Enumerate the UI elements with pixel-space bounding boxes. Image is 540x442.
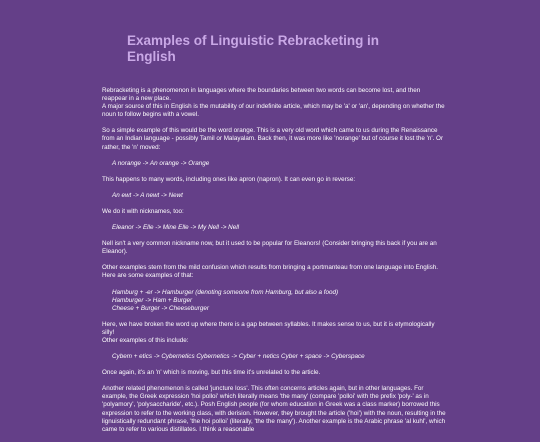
nell-paragraph: Nell isn't a very common nickname now, but it used to be popular for Eleanors! (Consider bringing this back if you are an Eleanor). <box>102 240 437 256</box>
burger-example-line: Hamburger -> Ham + Burger <box>112 296 193 304</box>
orange-paragraph: So a simple example of this would be the word orange. This is a very old word which came to us during the Renaissance from an Indian language - possibly Tamil or Malayalam. Back then, it was more like 'norange' but of course it lost the 'n'. Or rather, the 'n' moved: <box>102 127 444 151</box>
orange-example: A norange -> An orange -> Orange <box>112 159 210 167</box>
syllables-paragraph-2: Other examples of this include: <box>102 336 189 344</box>
burger-examples <box>102 289 446 313</box>
page-title: Examples of Linguistic Rebracketing in English <box>127 33 380 64</box>
intro-paragraph-2: A major source of this in English is the mutability of our indefinite article, which may be 'a' or 'an', depending on whether the noun to follow begins with a vowel. <box>102 103 445 119</box>
newt-example: An ewt -> A newt -> Newt <box>112 191 183 199</box>
napron-paragraph: This happens to many words, including ones like apron (napron). It can even go in reverse: <box>102 175 356 183</box>
nicknames-paragraph: We do it with nicknames, too: <box>102 207 184 215</box>
nell-example: Eleanor -> Elle -> Mine Elle -> My Nell -> Nell <box>112 224 240 232</box>
intro-paragraph-1: Rebracketing is a phenomenon in languages where the boundaries between two words can become lost, and then reappear in a new place. <box>102 87 421 103</box>
juncture-paragraph: Another related phenomenon is called 'juncture loss'. This often concerns articles again, but in other languages. For example, the Greek expression 'hoi polloi' which literally means 'the many' (compare 'polloi' with the prefix 'poly-' as in 'polyamory', 'polysaccharide', etc.). Posh English people (for whom education in Greek was a class marker) borrowed this expression to refer to the working class, with derision. However, they brought the article ('hoi') with the noun, resulting in the lignuistically redundant phrase, 'the hoi polloi' (literally, 'the the many'). Another example is the Arabic phrase 'al kuhl', which came to refer to various distillates. I think a reasonable <box>102 385 446 433</box>
n-moving-paragraph: Once again, it's an 'n' which is moving, but this time it's unrelated to the article. <box>102 369 321 377</box>
article-body <box>102 87 446 442</box>
syllables-paragraph-1: Here, we have broken the word up where there is a gap between syllables. It makes sense to us, but it is etymologically silly! <box>102 320 435 336</box>
cyber-example: Cybem + etics -> Cybernetics Cybernetics -> Cyber + netics Cyber + space -> Cyberspace <box>112 353 365 361</box>
burger-example-line: Cheese + Burger -> Cheeseburger <box>112 304 209 312</box>
burger-example-line: Hamburg + -er -> Hamburger (denoting someone from Hamburg, but also a food) <box>112 288 339 296</box>
portmanteau-paragraph: Other examples stem from the mild confusion which results from bringing a portmanteau from one language into English. Here are some examples of that: <box>102 264 439 280</box>
